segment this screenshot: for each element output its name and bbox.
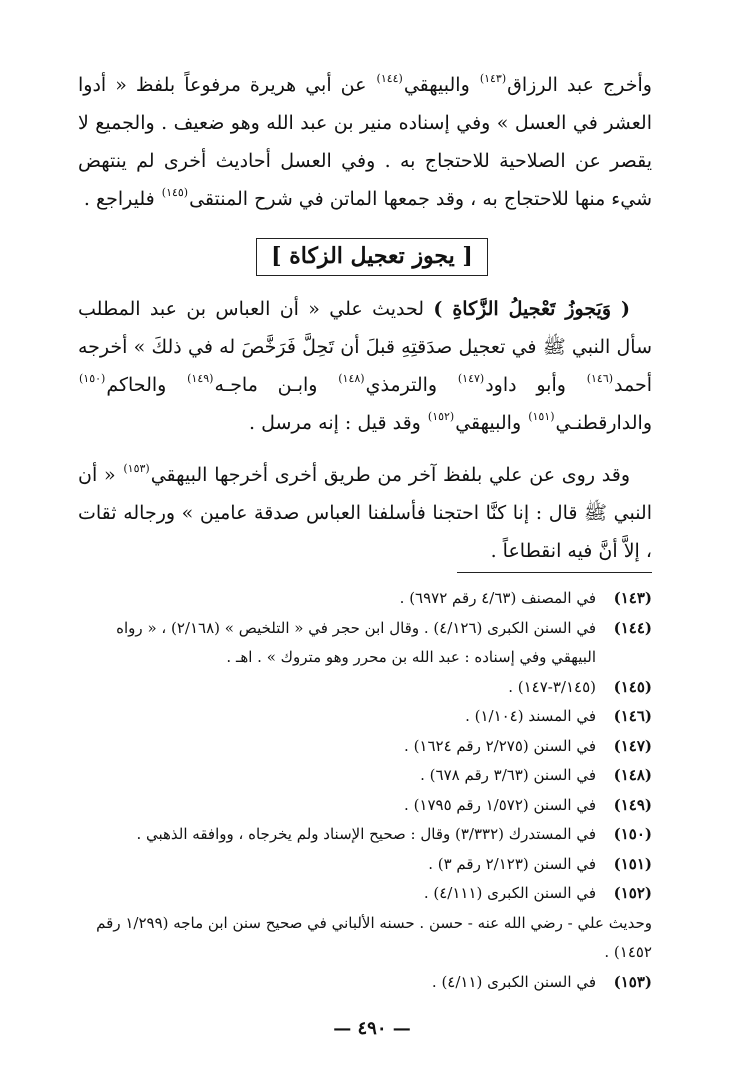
footnote-number: (١٤٤) (613, 618, 652, 637)
footnote-text: في السنن (٣/٦٣ رقم ٦٧٨) . (420, 766, 596, 784)
footnote-ref[interactable]: (١٤٥) (161, 186, 189, 199)
footnote-item (76, 791, 652, 821)
text: وأخرج عبد الرزاق (507, 74, 652, 96)
footnote-ref[interactable]: (١٤٨) (338, 372, 365, 385)
footnote-number: (١٤٨) (613, 766, 652, 784)
footnote-divider (457, 572, 652, 573)
footnote-ref[interactable]: (١٤٩) (187, 372, 214, 385)
footnote-number: (١٤٦) (613, 707, 652, 725)
footnote-number: (١٥١) (613, 854, 652, 873)
text: عن أبي هريرة مرفوعاً بلفظ « أدوا العشر في العسل » وفي إسناده منير بن عبد الله وهو ضعيف . والجميع لا يقصر عن الصلاحية للاحتجاج به . وفي العسل أحاديث أخرى لم ينتهض شيء منها للاحتجاج به ، وقد جمعها الماتن في شرح المنتقى (78, 74, 652, 210)
footnote-number: (١٤٥) (613, 677, 652, 696)
text: « أن النبي ﷺ قال : إنا كنَّا احتجنا فأسلفنا العباس صدقة عامين » ورجاله ثقات ، إلاَّ أنَّ فيه انقطاعاً . (78, 464, 652, 562)
footnote-number: (١٥٠) (613, 825, 652, 843)
text: وابـن ماجـه (214, 374, 338, 396)
footnote-ref[interactable]: (١٤٤) (376, 72, 403, 85)
footnote-item (76, 850, 652, 880)
footnote-item (76, 584, 652, 614)
footnote-number: (١٤٧) (613, 736, 652, 755)
footnote-ref[interactable]: (١٥٠) (79, 372, 106, 385)
section-heading (0, 238, 744, 276)
text: وقد قيل : إنه مرسل . (249, 412, 427, 434)
footnote-item (76, 761, 652, 791)
footnote-item (76, 614, 652, 673)
footnotes (76, 584, 652, 997)
footnote-ref[interactable]: (١٥١) (528, 410, 555, 423)
paragraph-3 (78, 456, 652, 570)
text: والبيهقي (455, 412, 528, 434)
footnote-number: (١٥٣) (613, 972, 652, 991)
text: والدارقطنـي (555, 412, 652, 434)
footnote-text: في المسند (١/١٠٤) . (465, 707, 596, 725)
text: والبيهقي (403, 74, 479, 96)
main-text (78, 66, 652, 218)
footnote-item (76, 879, 652, 909)
footnote-text: في السنن الكبرى (٤/١١١) . (423, 884, 596, 902)
footnote-text: (٣/١٤٥-١٤٧) . (508, 677, 596, 696)
footnote-item (76, 968, 652, 998)
text: والحاكم (106, 374, 187, 396)
footnote-ref[interactable]: (١٤٦) (586, 372, 614, 385)
footnote-item (76, 673, 652, 703)
text: فليراجع . (83, 188, 161, 210)
footnote-ref[interactable]: (١٥٢) (427, 410, 455, 423)
lemma: ( وَيَجوزُ تَعْجيلُ الزَّكاةِ ) (433, 298, 631, 320)
main-text-2 (78, 290, 652, 570)
footnote-text: في المصنف (٤/٦٣ رقم ٦٩٧٢) . (399, 589, 596, 607)
footnote-ref[interactable]: (١٤٧) (457, 372, 485, 385)
footnote-number: (١٤٣) (613, 589, 652, 607)
footnote-text: في السنن الكبرى (٤/١٢٦) . وقال ابن حجر في « التلخيص » (٢/١٦٨) ، « رواه البيهقي وفي إسناده : عبد الله بن محرر وهو متروك » . اهـ . (116, 618, 596, 666)
text: وقد روى عن علي بلفظ آخر من طريق أخرى أخرجها البيهقي (150, 464, 630, 486)
paragraph-2 (78, 290, 652, 442)
footnote-item (76, 732, 652, 762)
footnote-number: (١٤٩) (613, 795, 652, 814)
text: وأبو داود (485, 374, 586, 396)
footnote-number: (١٥٢) (613, 884, 652, 902)
text: لحديث علي « أن العباس بن عبد المطلب سأل النبي ﷺ في تعجيل صدَقتِهِ قبلَ أن تَحِلَّ فَرَخَّصَ له في ذلكَ » أخرجه أحمد (78, 298, 653, 396)
footnote-note: وحديث علي - رضي الله عنه - حسن . حسنه الألباني في صحيح سنن ابن ماجه (١/٢٩٩ رقم ١٤٥٢) . (96, 913, 652, 961)
paragraph-1 (78, 66, 652, 218)
footnote-text: في السنن (٢/١٢٣ رقم ٣) . (428, 854, 596, 873)
footnote-text: في السنن (٢/٢٧٥ رقم ١٦٢٤) . (404, 736, 596, 755)
page-number: — ٤٩٠ — (333, 1018, 411, 1039)
text: والترمذي (365, 374, 457, 396)
footnote-text: في السنن (١/٥٧٢ رقم ١٧٩٥) . (404, 795, 596, 814)
footnote-ref[interactable]: (١٥٣) (123, 462, 150, 475)
footnote-item (76, 820, 652, 850)
section-heading-text: [ يجوز تعجيل الزكاة ] (256, 238, 488, 276)
footnote-ref[interactable]: (١٤٣) (479, 72, 507, 85)
footnote-text: في السنن الكبرى (٤/١١) . (431, 972, 596, 991)
footnote-text: في المستدرك (٣/٣٣٢) وقال : صحيح الإسناد ولم يخرجاه ، ووافقه الذهبي . (136, 825, 596, 843)
footnote-item (76, 702, 652, 732)
